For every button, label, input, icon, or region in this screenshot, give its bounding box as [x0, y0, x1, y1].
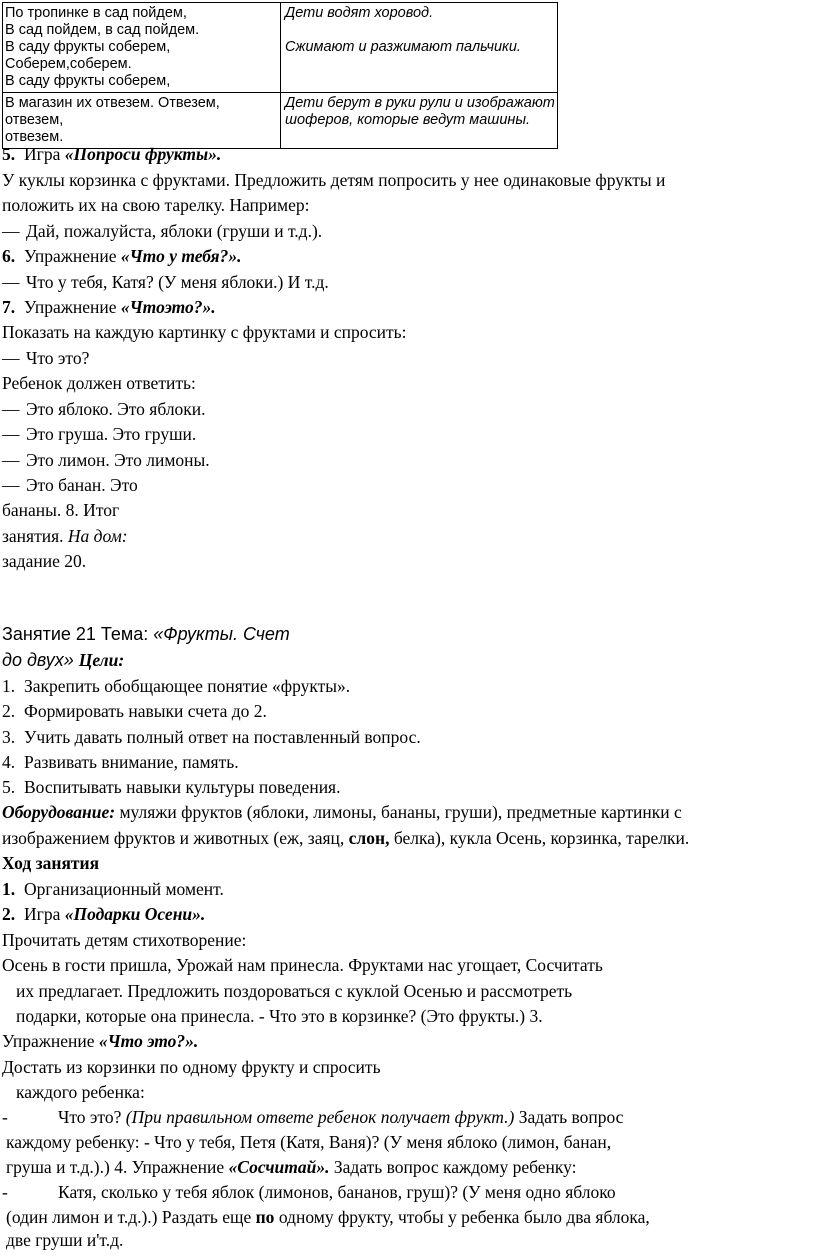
course-heading: Ход занятия [2, 853, 100, 873]
paragraph: Показать на каждую картинку с фруктами и спросить: [2, 322, 407, 342]
step-heading: Упражнение «Что это?». [2, 1031, 199, 1051]
paragraph: бананы. 8. Итог [2, 500, 120, 520]
paragraph: Достать из корзинки по одному фрукту и спросить [2, 1057, 381, 1077]
action-cell [281, 3, 558, 93]
action-line: Дети водят хоровод. [285, 5, 434, 21]
action-cell [281, 93, 558, 149]
poem-text-cell [3, 93, 281, 149]
equipment: Оборудование: муляжи фруктов (яблоки, лимоны, бананы, груши), предметные картинки с [2, 802, 682, 822]
poem-line: отвезем. [5, 129, 64, 145]
paragraph: положить их на свою тарелку. Например: [2, 195, 310, 215]
step-item: 1. Организационный момент. [2, 879, 224, 899]
goal-item: 2. Формировать навыки счета до 2. [2, 701, 267, 721]
paragraph: каждому ребенку: - Что у тебя, Петя (Катя, Ваня)? (У меня яблоко (лимон, банан, [6, 1132, 612, 1152]
goal-item: 1. Закрепить обобщающее понятие «фрукты». [2, 676, 351, 696]
table-row [3, 93, 558, 149]
poem-line: По тропинке в сад пойдем, [5, 5, 187, 21]
list-item: — Что это? [2, 348, 90, 368]
paragraph: занятия. На дом: [2, 526, 128, 546]
action-line: Дети берут в руки рули и изображают [285, 95, 555, 111]
list-item: — Это яблоко. Это яблоки. [2, 399, 206, 419]
poem-line: В магазин их отвезем. Отвезем, отвезем, [5, 95, 220, 128]
list-item: - Что это? (При правильном ответе ребенок получает фрукт.) Задать вопрос [2, 1107, 624, 1127]
paragraph: каждого ребенка: [16, 1082, 145, 1102]
paragraph: У куклы корзинка с фруктами. Предложить детям попросить у нее одинаковые фрукты и [2, 170, 666, 190]
poem-line: В саду фрукты соберем, [5, 39, 171, 55]
poem-line: Соберем,соберем. [5, 56, 132, 72]
list-item: — Это груша. Это груши. [2, 424, 197, 444]
lesson-title-cont: до двух» Цели: [2, 650, 125, 670]
paragraph: Прочитать детям стихотворение: [2, 930, 247, 950]
list-item: - Катя, сколько у тебя яблок (лимонов, бананов, груш)? (У меня одно яблоко [2, 1182, 616, 1202]
ex6-heading: 6. Упражнение «Что у тебя?». [2, 246, 242, 266]
poem-line: В саду фрукты соберем, [5, 73, 171, 89]
step-item: 2. Игра «Подарки Осени». [2, 904, 206, 924]
paragraph: груша и т.д.).) 4. Упражнение «Сосчитай». Задать вопрос каждому ребенку: [6, 1157, 577, 1177]
list-item: — Это банан. Это [2, 475, 138, 495]
paragraph: две груши и'т.д. [6, 1230, 124, 1250]
goal-item: 5. Воспитывать навыки культуры поведения. [2, 777, 341, 797]
poem-text-cell [3, 3, 281, 93]
list-item: — Что у тебя, Катя? (У меня яблоки.) И т.д. [2, 272, 329, 292]
poem-line: подарки, которые она принесла. - Что это в корзинке? (Это фрукты.) 3. [16, 1006, 543, 1026]
poem-table [2, 2, 558, 149]
lesson-title: Занятие 21 Тема: «Фрукты. Счет [2, 624, 290, 644]
goal-item: 4. Развивать внимание, память. [2, 752, 239, 772]
poem-line: их предлагает. Предложить поздороваться с куклой Осенью и рассмотреть [16, 981, 573, 1001]
table-row [3, 3, 558, 93]
goal-item: 3. Учить давать полный ответ на поставленный вопрос. [2, 727, 421, 747]
equipment-cont: изображением фруктов и животных (еж, заяц, слон, белка), кукла Осень, корзинка, тарелки. [2, 828, 690, 848]
action-line: шоферов, которые ведут машины. [285, 112, 531, 128]
game5-heading: 5. Игра «Попроси фрукты». [2, 144, 222, 164]
poem-line: В сад пойдем, в сад пойдем. [5, 22, 200, 38]
paragraph: Ребенок должен ответить: [2, 373, 196, 393]
paragraph: (один лимон и т.д.).) Раздать еще по одному фрукту, чтобы у ребенка было два яблока, [6, 1207, 650, 1227]
list-item: — Это лимон. Это лимоны. [2, 450, 210, 470]
paragraph: задание 20. [2, 551, 87, 571]
action-line: Сжимают и разжимают пальчики. [285, 39, 521, 55]
poem-line: Осень в гости пришла, Урожай нам принесла. Фруктами нас угощает, Сосчитать [2, 955, 603, 975]
list-item: — Дай, пожалуйста, яблоки (груши и т.д.). [2, 221, 323, 241]
ex7-heading: 7. Упражнение «Чтоэто?». [2, 297, 216, 317]
